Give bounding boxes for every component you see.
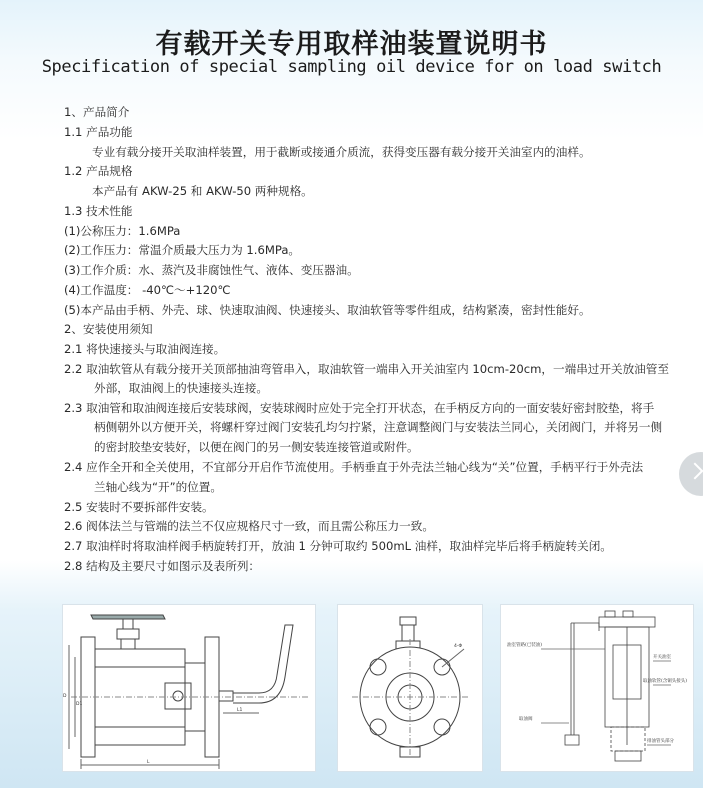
instruction-continuation: 兰轴心线为“开”的位置。 [94, 480, 222, 494]
spec-item: (4)工作温度： -40℃～+120℃ [64, 283, 231, 297]
instruction-item: 2.8 结构及主要尺寸如图示及表所列： [64, 559, 261, 573]
label-oil-pipe: 油室管路(已装油) [507, 643, 543, 648]
paragraph: 本产品有 AKW-25 和 AKW-50 两种规格。 [92, 184, 313, 198]
page-subtitle: Specification of special sampling oil device for on load switch [41, 57, 662, 77]
subsection-heading: 1.1 产品功能 [64, 125, 133, 139]
subsection-heading: 1.2 产品规格 [64, 164, 133, 178]
instruction-item: 2.2 取油软管从有载分接开关顶部抽油弯管串入，取油软管一端串入开关油室内 10cm-20cm，一端串过开关放油管至 [64, 362, 669, 376]
instruction-continuation: 外部，取油阀上的快速接头连接。 [94, 381, 268, 395]
label-sampling-hose: 取油软管(含铜头接头) [643, 679, 688, 684]
next-page-button[interactable] [679, 452, 703, 496]
instruction-item: 2.6 阀体法兰与管端的法兰不仅应规格尺寸一致，而且需公称压力一致。 [64, 519, 434, 533]
chevron-right-icon [687, 463, 703, 480]
dim-label-d: D [63, 694, 67, 699]
spec-item: (1)公称压力：1.6MPa [64, 224, 181, 238]
instruction-continuation: 柄侧朝外以方便开关，将螺杆穿过阀门安装孔均匀拧紧，注意调整阀门与安装法兰同心，关闭阀门，并将另一侧 [94, 420, 663, 434]
label-switch-chamber: 开关油室 [653, 655, 671, 660]
instruction-item: 2.1 将快速接头与取油阀连接。 [64, 342, 226, 356]
instruction-item: 2.4 应作全开和全关使用，不宜部分开启作节流使用。手柄垂直于外壳法兰轴心线为“关”位置，手柄平行于外壳法 [64, 460, 644, 474]
subsection-heading: 1.3 技术性能 [64, 204, 133, 218]
dim-label-d1: D1 [76, 702, 83, 707]
instruction-item: 2.5 安装时不要拆部件安装。 [64, 500, 214, 514]
instruction-item: 2.3 取油管和取油阀连接后安装球阀，安装球阀时应处于完全打开状态，在手柄反方向的一面安装好密封胶垫，将手 [64, 401, 655, 415]
label-sampling-valve: 取油阀 [519, 717, 533, 722]
spec-item: (2)工作压力：常温介质最大压力为 1.6MPa。 [64, 243, 301, 257]
section-heading: 1、产品简介 [64, 105, 130, 119]
spec-item: (5)本产品由手柄、外壳、球、快速取油阀、快速接头、取油软管等零件组成，结构紧凑，密封性能好。 [64, 303, 591, 317]
instruction-continuation: 的密封胶垫安装好，以便在阀门的另一侧安装连接管道或附件。 [94, 440, 419, 454]
hole-note: 4-Φ [454, 644, 463, 649]
label-drain-part: 排油管头部分 [647, 739, 674, 744]
dim-label-l: L [147, 760, 150, 765]
valve-side-drawing [62, 604, 316, 772]
paragraph: 专业有载分接开关取油样装置，用于截断或接通介质流，获得变压器有载分接开关油室内的油样。 [92, 145, 591, 159]
page-title: 有载开关专用取样油装置说明书 [155, 29, 548, 60]
installation-schematic [500, 604, 694, 772]
section-heading: 2、安装使用须知 [64, 322, 153, 336]
instruction-item: 2.7 取油样时将取油样阀手柄旋转打开，放油 1 分钟可取约 500mL 油样，取油样完毕后将手柄旋转关闭。 [64, 539, 612, 553]
spec-item: (3)工作介质：水、蒸汽及非腐蚀性气、液体、变压器油。 [64, 263, 359, 277]
dim-label-l1: L1 [237, 708, 243, 713]
flange-front-drawing [337, 604, 483, 772]
